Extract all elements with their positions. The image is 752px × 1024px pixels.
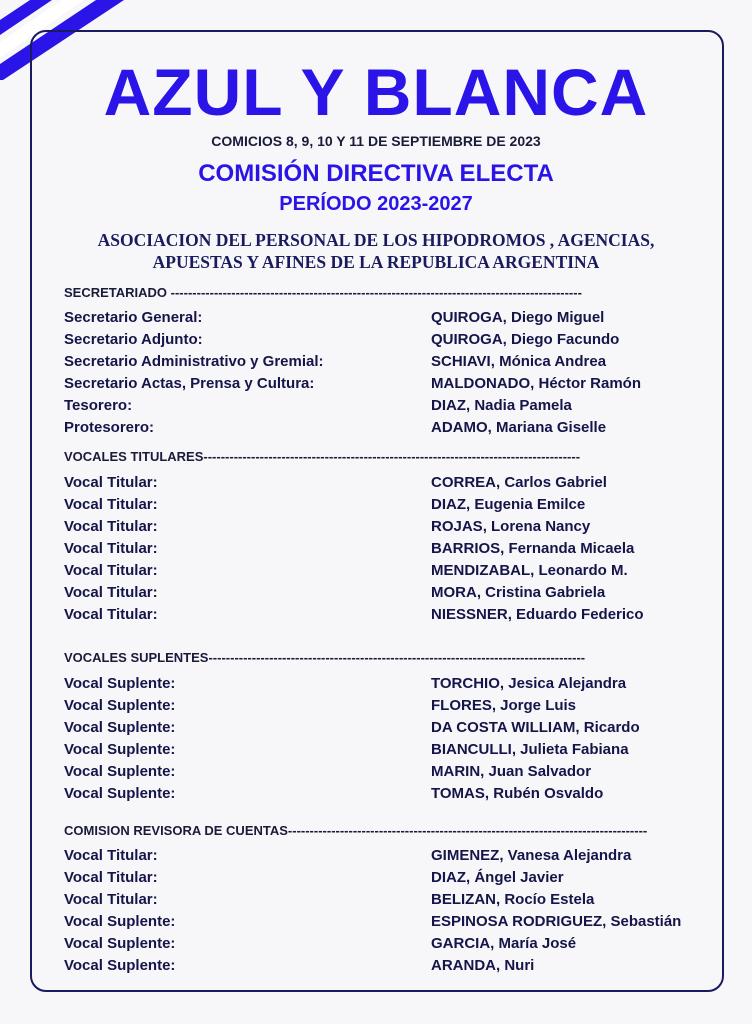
member-name	[431, 957, 534, 974]
member-name	[431, 697, 576, 714]
member-role: Vocal Titular:	[64, 891, 158, 908]
member-row	[64, 935, 724, 957]
member-role: Vocal Suplente:	[64, 741, 176, 758]
section-heading: VOCALES SUPLENTES---------------------------------------------------------------------------------------	[64, 650, 586, 665]
section-heading: COMISION REVISORA DE CUENTAS-----------------------------------------------------------------------------------	[64, 823, 648, 838]
member-name	[431, 891, 594, 908]
member-given-name: , Ricardo	[575, 719, 640, 736]
member-name	[431, 562, 628, 579]
member-row	[64, 496, 724, 518]
member-surname: ADAMO	[431, 419, 488, 436]
member-surname: FLORES	[431, 697, 492, 714]
section-heading: SECRETARIADO -----------------------------------------------------------------------------------------------	[64, 285, 582, 300]
member-given-name: , Ángel Javier	[466, 869, 564, 886]
member-role: Vocal Titular:	[64, 869, 158, 886]
member-surname: ROJAS	[431, 518, 483, 535]
member-row	[64, 719, 724, 741]
member-given-name: , María José	[490, 935, 577, 952]
member-row	[64, 353, 724, 375]
member-surname: DIAZ	[431, 397, 466, 414]
member-surname: MARIN	[431, 763, 481, 780]
member-surname: TOMAS	[431, 785, 485, 802]
member-name	[431, 309, 604, 326]
member-surname: CORREA	[431, 474, 497, 491]
member-row	[64, 419, 724, 441]
member-row	[64, 518, 724, 540]
member-role: Vocal Suplente:	[64, 785, 176, 802]
member-name	[431, 584, 605, 601]
member-given-name: , Eugenia Emilce	[466, 496, 586, 513]
member-surname: TORCHIO	[431, 675, 500, 692]
member-surname: GARCIA	[431, 935, 491, 952]
member-row	[64, 397, 724, 419]
member-role: Vocal Suplente:	[64, 675, 176, 692]
member-role: Vocal Titular:	[64, 518, 158, 535]
member-surname: BELIZAN	[431, 891, 496, 908]
member-name	[431, 375, 641, 392]
member-given-name: , Vanesa Alejandra	[499, 847, 632, 864]
member-surname: MORA	[431, 584, 477, 601]
member-role: Vocal Titular:	[64, 606, 158, 623]
member-surname: QUIROGA	[431, 331, 503, 348]
member-name	[431, 331, 619, 348]
member-name	[431, 913, 681, 930]
member-surname: DA COSTA WILLIAM	[431, 719, 576, 736]
member-role: Vocal Suplente:	[64, 763, 176, 780]
member-given-name: , Mariana Giselle	[487, 419, 607, 436]
member-row	[64, 675, 724, 697]
member-row	[64, 540, 724, 562]
member-role: Vocal Suplente:	[64, 935, 176, 952]
member-given-name: , Nuri	[496, 957, 535, 974]
association-line-2: APUESTAS Y AFINES DE LA REPUBLICA ARGENTINA	[152, 252, 600, 272]
member-name	[431, 496, 585, 513]
member-name	[431, 540, 634, 557]
member-name	[431, 935, 576, 952]
member-surname: ESPINOSA RODRIGUEZ	[431, 913, 603, 930]
member-role: Vocal Titular:	[64, 584, 158, 601]
member-row	[64, 913, 724, 935]
member-given-name: , Héctor Ramón	[530, 375, 642, 392]
member-name	[431, 763, 591, 780]
member-given-name: , Diego Miguel	[502, 309, 605, 326]
member-name	[431, 419, 606, 436]
member-name	[431, 785, 603, 802]
member-surname: NIESSNER	[431, 606, 508, 623]
member-given-name: , Jorge Luis	[491, 697, 577, 714]
member-role: Tesorero:	[64, 397, 133, 414]
member-role: Vocal Titular:	[64, 496, 158, 513]
member-role: Secretario Adjunto:	[64, 331, 203, 348]
member-surname: DIAZ	[431, 869, 466, 886]
commission-heading: COMISIÓN DIRECTIVA ELECTA	[198, 160, 554, 187]
member-role: Vocal Titular:	[64, 474, 158, 491]
member-role: Vocal Suplente:	[64, 697, 176, 714]
member-surname: DIAZ	[431, 496, 466, 513]
member-row	[64, 375, 724, 397]
member-role: Protesorero:	[64, 419, 155, 436]
member-name	[431, 869, 564, 886]
member-role: Secretario General:	[64, 309, 203, 326]
member-row	[64, 741, 724, 763]
member-surname: MALDONADO	[431, 375, 531, 392]
member-given-name: , Rocío Estela	[496, 891, 595, 908]
member-row	[64, 474, 724, 496]
member-surname: QUIROGA	[431, 309, 503, 326]
member-given-name: , Fernanda Micaela	[500, 540, 635, 557]
section-heading: VOCALES TITULARES---------------------------------------------------------------------------------------	[64, 449, 581, 464]
member-given-name: , Carlos Gabriel	[496, 474, 607, 491]
member-name	[431, 606, 644, 623]
member-role: Vocal Titular:	[64, 540, 158, 557]
association-line-1: ASOCIACION DEL PERSONAL DE LOS HIPODROMOS , AGENCIAS,	[97, 230, 655, 250]
member-row	[64, 309, 724, 331]
member-surname: BIANCULLI	[431, 741, 512, 758]
member-given-name: , Rubén Osvaldo	[484, 785, 604, 802]
member-given-name: , Lorena Nancy	[482, 518, 591, 535]
member-given-name: , Diego Facundo	[502, 331, 620, 348]
member-given-name: , Juan Salvador	[480, 763, 592, 780]
period-heading: PERÍODO 2023-2027	[279, 193, 473, 215]
member-role: Vocal Titular:	[64, 562, 158, 579]
member-row	[64, 847, 724, 869]
association-name	[40, 229, 712, 273]
member-name	[431, 719, 640, 736]
member-name	[431, 353, 606, 370]
member-surname: MENDIZABAL	[431, 562, 531, 579]
member-name	[431, 518, 590, 535]
member-given-name: , Eduardo Federico	[507, 606, 644, 623]
member-given-name: , Jesica Alejandra	[499, 675, 627, 692]
member-surname: ARANDA	[431, 957, 496, 974]
member-name	[431, 675, 626, 692]
member-surname: SCHIAVI	[431, 353, 491, 370]
member-given-name: , Sebastián	[602, 913, 682, 930]
member-name	[431, 474, 607, 491]
member-given-name: , Mónica Andrea	[490, 353, 607, 370]
member-row	[64, 331, 724, 353]
member-given-name: , Nadia Pamela	[466, 397, 572, 414]
member-row	[64, 562, 724, 584]
member-given-name: , Cristina Gabriela	[476, 584, 606, 601]
member-role: Vocal Suplente:	[64, 957, 176, 974]
member-row	[64, 957, 724, 979]
member-row	[64, 869, 724, 891]
member-name	[431, 847, 631, 864]
member-row	[64, 697, 724, 719]
member-row	[64, 785, 724, 807]
member-role: Vocal Titular:	[64, 847, 158, 864]
member-given-name: , Leonardo M.	[530, 562, 628, 579]
member-surname: GIMENEZ	[431, 847, 500, 864]
member-row	[64, 584, 724, 606]
member-role: Vocal Suplente:	[64, 719, 176, 736]
member-name	[431, 741, 629, 758]
document-title: AZUL Y BLANCA	[103, 55, 649, 129]
member-given-name: , Julieta Fabiana	[511, 741, 629, 758]
member-role: Secretario Administrativo y Gremial:	[64, 353, 324, 370]
member-row	[64, 891, 724, 913]
member-row	[64, 606, 724, 628]
member-role: Vocal Suplente:	[64, 913, 176, 930]
election-dates: COMICIOS 8, 9, 10 Y 11 DE SEPTIEMBRE DE 2023	[211, 133, 541, 149]
member-surname: BARRIOS	[431, 540, 501, 557]
member-name	[431, 397, 572, 414]
member-role: Secretario Actas, Prensa y Cultura:	[64, 375, 315, 392]
member-row	[64, 763, 724, 785]
